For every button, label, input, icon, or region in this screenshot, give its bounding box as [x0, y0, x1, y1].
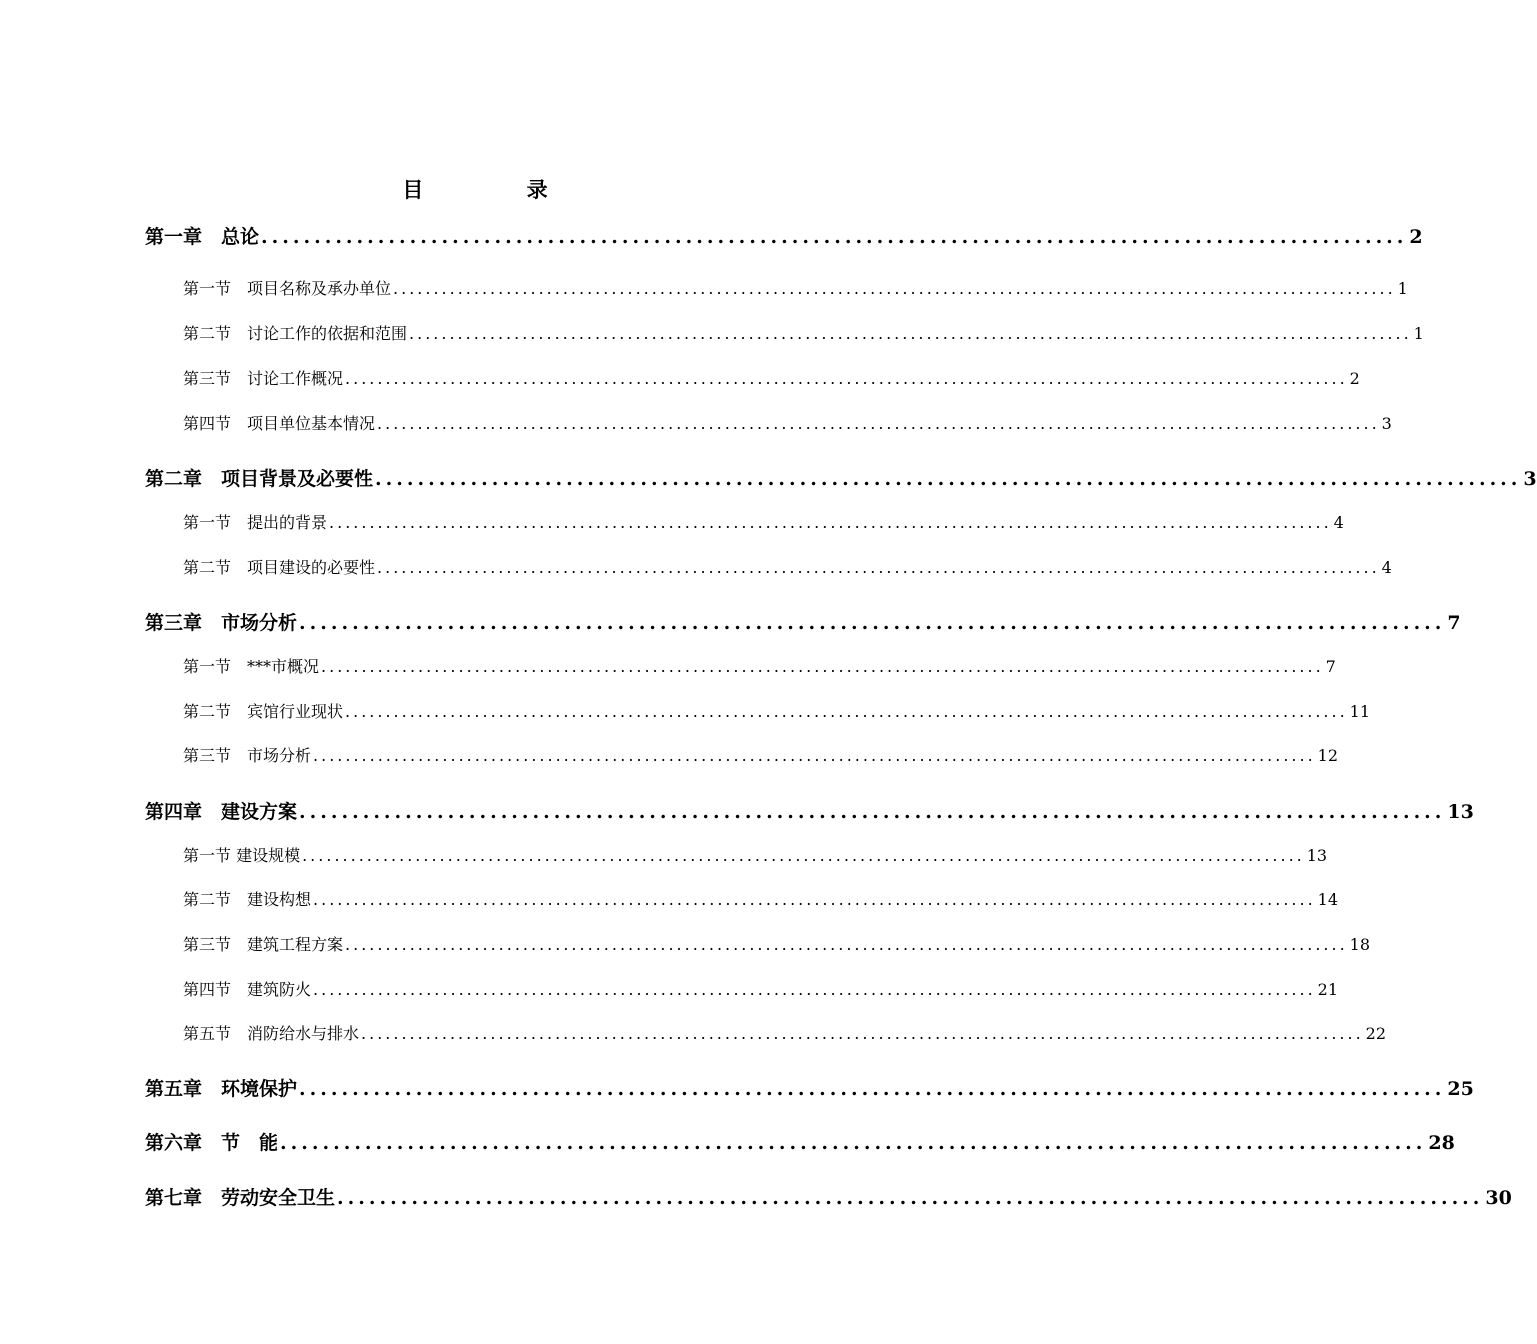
toc-entry-text: 第四节 建筑防火: [183, 980, 312, 999]
toc-entry-text: 第二节 讨论工作的依据和范围: [183, 324, 408, 343]
toc-section-entry[interactable]: [183, 321, 1424, 344]
toc-entry-text: 第五章 环境保护: [145, 1078, 298, 1100]
toc-entry-text: 第一节 项目名称及承办单位: [183, 279, 392, 298]
toc-entry-page: 7: [1447, 612, 1461, 634]
dot-leader: ............................................................................................................: [375, 468, 1522, 490]
dot-leader: ............................................................................................................................: [361, 1024, 1364, 1043]
toc-chapter-entry[interactable]: [145, 464, 1537, 491]
toc-section-entry[interactable]: [183, 555, 1392, 578]
toc-entry-page: 4: [1333, 513, 1344, 532]
dot-leader: ............................................................................................................................: [313, 890, 1316, 909]
dot-leader: ............................................................................................................................: [321, 657, 1324, 676]
dot-leader: ............................................................................................................................: [302, 846, 1305, 865]
toc-chapter-entry[interactable]: [145, 1128, 1455, 1155]
toc-section-entry[interactable]: [183, 699, 1371, 722]
toc-entry-page: 25: [1447, 1078, 1474, 1100]
toc-entry-text: 第四章 建设方案: [145, 801, 298, 823]
toc-entry-page: 7: [1325, 657, 1336, 676]
toc-section-entry[interactable]: [183, 654, 1336, 677]
toc-entry-text: 第二节 项目建设的必要性: [183, 558, 376, 577]
dot-leader: ............................................................................................................: [280, 1132, 1427, 1154]
dot-leader: ............................................................................................................................: [345, 702, 1348, 721]
toc-entry-text: 第二节 建设构想: [183, 890, 312, 909]
toc-entry-page: 18: [1349, 935, 1371, 954]
dot-leader: ............................................................................................................: [337, 1187, 1484, 1209]
dot-leader: ............................................................................................................................: [377, 414, 1380, 433]
dot-leader: ............................................................................................................: [299, 1078, 1446, 1100]
dot-leader: ............................................................................................................................: [377, 558, 1380, 577]
toc-entry-page: 3: [1523, 468, 1537, 490]
dot-leader: ............................................................................................................: [299, 612, 1446, 634]
toc-entry-page: 12: [1317, 746, 1339, 765]
toc-entry-page: 22: [1365, 1024, 1387, 1043]
toc-entry-page: 28: [1428, 1132, 1455, 1154]
toc-chapter-entry[interactable]: [145, 1074, 1474, 1101]
toc-entry-page: 4: [1381, 558, 1392, 577]
toc-entry-text: 第五节 消防给水与排水: [183, 1024, 360, 1043]
toc-entry-page: 2: [1409, 226, 1423, 248]
toc-section-entry[interactable]: [183, 276, 1408, 299]
toc-title: 目 录: [402, 177, 596, 202]
toc-entry-text: 第一节 建设规模: [183, 846, 301, 865]
dot-leader: ............................................................................................................................: [313, 980, 1316, 999]
toc-entry-text: 第一节 ***市概况: [183, 657, 320, 676]
toc-entry-page: 13: [1306, 846, 1328, 865]
dot-leader: ............................................................................................................................: [409, 324, 1412, 343]
toc-section-entry[interactable]: [183, 411, 1392, 434]
dot-leader: ............................................................................................................: [261, 226, 1408, 248]
toc-entry-page: 3: [1381, 414, 1392, 433]
toc-chapter-entry[interactable]: [145, 222, 1423, 249]
toc-entry-text: 第三节 讨论工作概况: [183, 369, 344, 388]
toc-entry-text: 第三节 建筑工程方案: [183, 935, 344, 954]
dot-leader: ............................................................................................................................: [393, 279, 1396, 298]
toc-entry-text: 第七章 劳动安全卫生: [145, 1187, 336, 1209]
toc-entry-page: 21: [1317, 980, 1339, 999]
toc-entry-page: 2: [1349, 369, 1360, 388]
toc-entry-text: 第一章 总论: [145, 226, 260, 248]
toc-chapter-entry[interactable]: [145, 797, 1474, 824]
toc-entry-page: 13: [1447, 801, 1474, 823]
toc-entry-page: 30: [1485, 1187, 1512, 1209]
toc-entry-text: 第四节 项目单位基本情况: [183, 414, 376, 433]
dot-leader: ............................................................................................................................: [329, 513, 1332, 532]
toc-entry-page: 1: [1413, 324, 1424, 343]
toc-section-entry[interactable]: [183, 887, 1339, 910]
toc-section-entry[interactable]: [183, 743, 1339, 766]
toc-chapter-entry[interactable]: [145, 1183, 1512, 1210]
toc-chapter-entry[interactable]: [145, 608, 1461, 635]
toc-entry-text: 第二章 项目背景及必要性: [145, 468, 374, 490]
toc-section-entry[interactable]: [183, 510, 1344, 533]
toc-entry-page: 14: [1317, 890, 1339, 909]
toc-entry-page: 11: [1349, 702, 1371, 721]
toc-entry-text: 第一节 提出的背景: [183, 513, 328, 532]
toc-section-entry[interactable]: [183, 977, 1339, 1000]
toc-section-entry[interactable]: [183, 843, 1328, 866]
toc-entry-text: 第六章 节 能: [145, 1132, 279, 1154]
toc-entry-text: 第二节 宾馆行业现状: [183, 702, 344, 721]
toc-section-entry[interactable]: [183, 932, 1371, 955]
toc-section-entry[interactable]: [183, 1021, 1387, 1044]
dot-leader: ............................................................................................................................: [345, 369, 1348, 388]
toc-entry-page: 1: [1397, 279, 1408, 298]
dot-leader: ............................................................................................................................: [345, 935, 1348, 954]
toc-section-entry[interactable]: [183, 366, 1360, 389]
dot-leader: ............................................................................................................................: [313, 746, 1316, 765]
toc-entry-text: 第三章 市场分析: [145, 612, 298, 634]
toc-entry-text: 第三节 市场分析: [183, 746, 312, 765]
dot-leader: ............................................................................................................: [299, 801, 1446, 823]
